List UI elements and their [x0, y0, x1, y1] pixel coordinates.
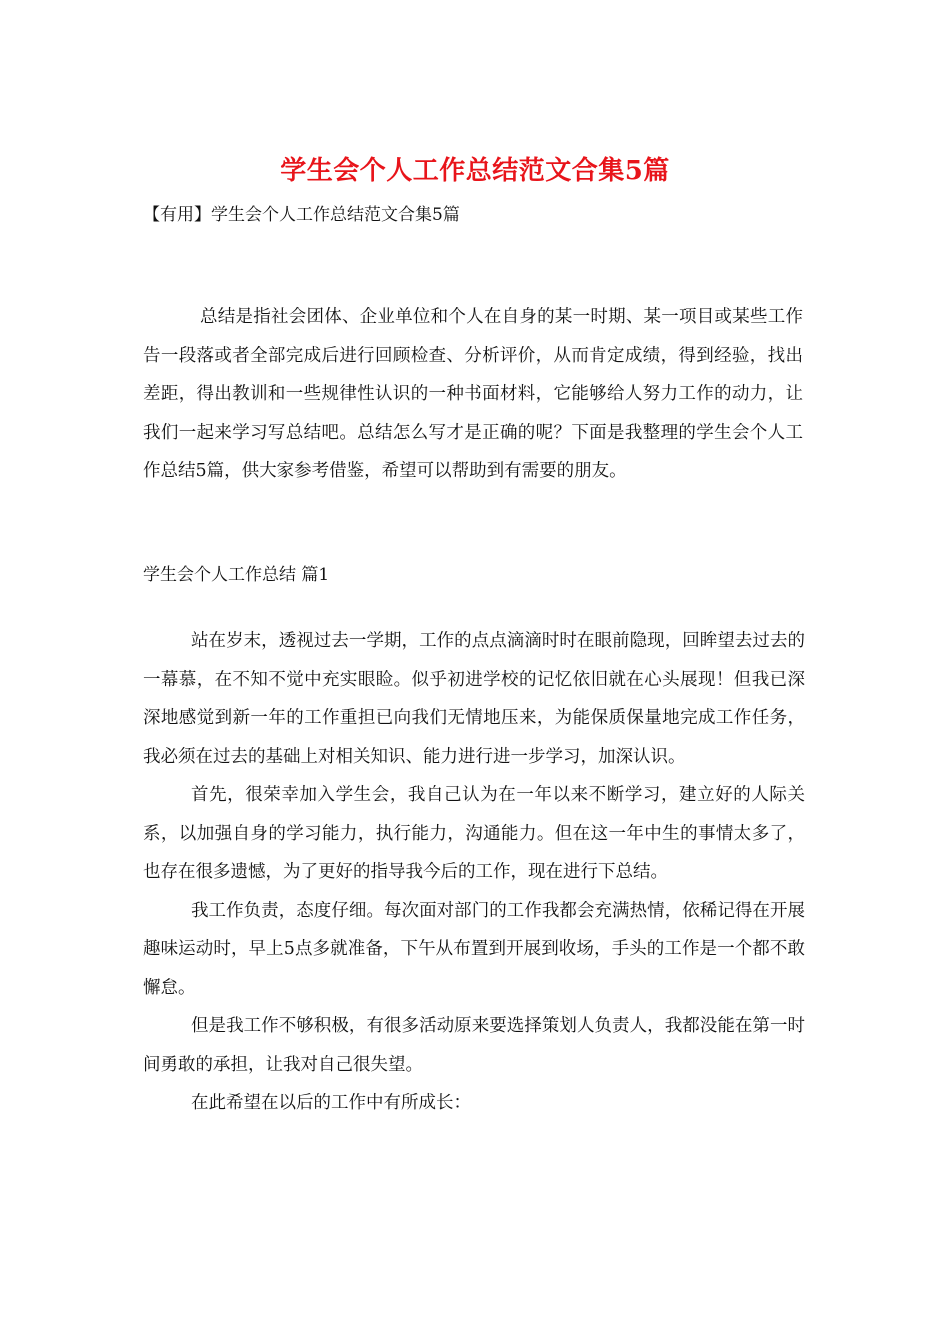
document-title: 学生会个人工作总结范文合集5篇 — [280, 156, 670, 186]
body-paragraph: 站在岁末，透视过去一学期，工作的点点滴滴时时在眼前隐现，回眸望去过去的一幕慕，在不知不觉中充实眼睑。似乎初进学校的记忆依旧就在心头展现！但我已深深地感觉到新一年的工作重担已向我们无情地压来，为能保质保量地完成工作任务，我必须在过去的基础上对相关知识、能力进行进一步学习，加深认识。 — [143, 631, 805, 767]
body-paragraph: 但是我工作不够积极，有很多活动原来要选择策划人负责人，我都没能在第一时间勇敢的承担，让我对自己很失望。 — [143, 1016, 805, 1075]
body-paragraph: 首先，很荣幸加入学生会，我自己认为在一年以来不断学习，建立好的人际关系，以加强自身的学习能力，执行能力，沟通能力。但在这一年中生的事情太多了，也存在很多遗憾，为了更好的指导我今后的工作，现在进行下总结。 — [143, 785, 805, 882]
document-subtitle: 【有用】学生会个人工作总结范文合集5篇 — [143, 205, 460, 225]
body-paragraph: 在此希望在以后的工作中有所成长： — [191, 1093, 471, 1113]
section-heading: 学生会个人工作总结 篇1 — [143, 565, 330, 585]
section-body — [143, 622, 805, 1123]
body-paragraph: 我工作负责，态度仔细。每次面对部门的工作我都会充满热情，依稀记得在开展趣味运动时，早上5点多就准备，下午从布置到开展到收场，手头的工作是一个都不敢懈怠。 — [143, 900, 805, 998]
intro-paragraph: 总结是指社会团体、企业单位和个人在自身的某一时期、某一项目或某些工作告一段落或者全部完成后进行回顾检查、分析评价，从而肯定成绩，得到经验，找出差距，得出教训和一些规律性认识的一种书面材料，它能够给人努力工作的动力，让我们一起来学习写总结吧。总结怎么写才是正确的呢？下面是我整理的学生会个人工作总结5篇，供大家参考借鉴，希望可以帮助到有需要的朋友。 — [143, 307, 803, 481]
